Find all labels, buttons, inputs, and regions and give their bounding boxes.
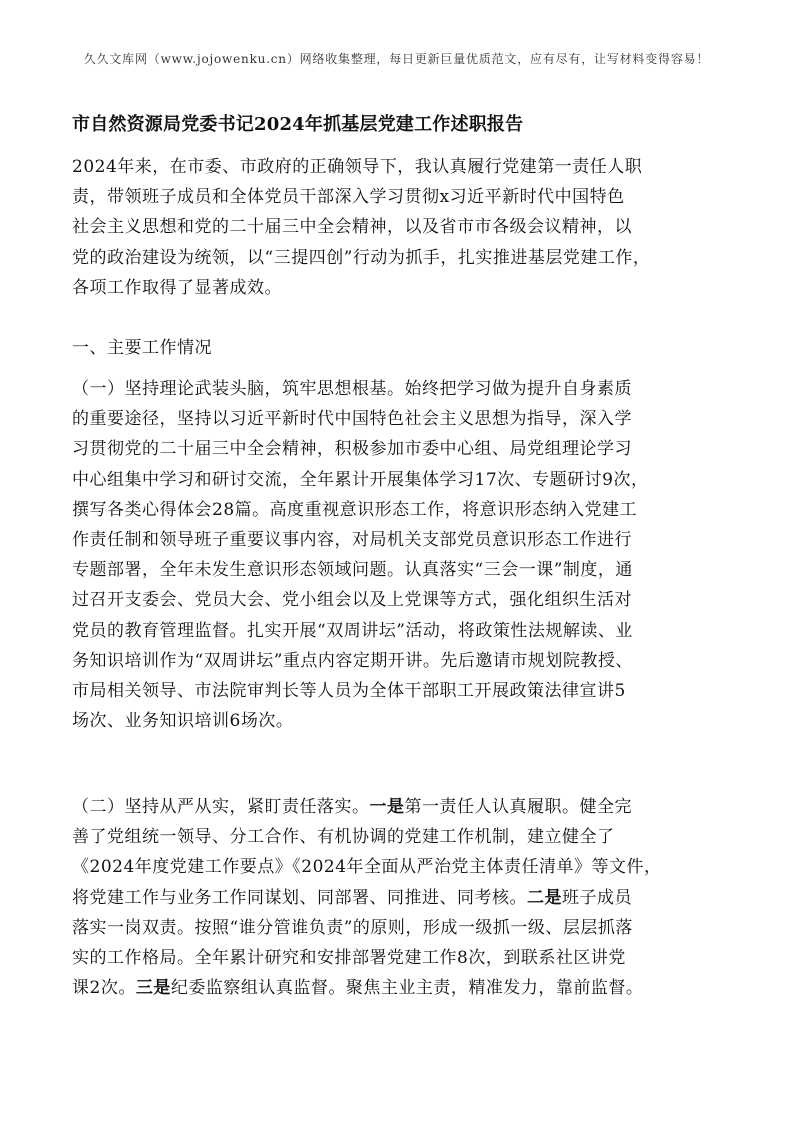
text-run: 纪委监察组认真监督。聚焦主业主责，精准发力，靠前监督。 <box>170 978 644 999</box>
keyword-bold: 二是 <box>527 887 562 908</box>
text-run: 班子成员 <box>562 887 632 908</box>
text-line: 《2024年度党建工作要点》《2024年全面从严治党主体责任清单》等文件， <box>72 857 662 878</box>
text-line <box>72 973 722 1003</box>
document-title: 市自然资源局党委书记2024年抓基层党建工作述职报告 <box>72 114 524 135</box>
text-line: 各项工作取得了显著成效。 <box>72 277 282 298</box>
section-heading-text: 一、主要工作情况 <box>72 338 212 358</box>
section-heading <box>72 333 722 363</box>
text-line: 2024年来，在市委、市政府的正确领导下，我认真履行党建第一责任人职 <box>72 157 643 177</box>
text-run: 第一责任人认真履职。健全完 <box>404 797 632 817</box>
section-part-2 <box>72 792 722 1003</box>
text-line: 撰写各类心得体会28篇。高度重视意识形态工作，将意识形态纳入党建工 <box>72 499 638 520</box>
text-line <box>72 792 722 822</box>
text-line: 市局相关领导、市法院审判长等人员为全体干部职工开展政策法律宣讲5 <box>72 681 626 702</box>
text-line: 习贯彻党的二十届三中全会精神，积极参加市委中心组、局党组理论学习 <box>72 439 632 460</box>
keyword-bold: 一是 <box>369 797 405 817</box>
text-line <box>72 883 722 913</box>
text-line: 责，带领班子成员和全体党员干部深入学习贯彻x习近平新时代中国特色 <box>72 187 625 208</box>
page-header-note: 久久文库网（www.jojowenku.cn）网络收集整理，每日更新巨量优质范文，应有尽有，让写材料变得容易！ <box>83 52 710 66</box>
text-run: 课2次。 <box>72 978 136 999</box>
text-line: 过召开支委会、党员大会、党小组会以及上党课等方式，强化组织生活对 <box>72 590 632 611</box>
section-part-1 <box>72 374 722 736</box>
text-line: 善了党组统一领导、分工合作、有机协调的党建工作机制，建立健全了 <box>72 827 615 848</box>
text-line: 落实一岗双责。按照“谁分管谁负责”的原则，形成一级抓一级、层层抓落 <box>72 917 633 938</box>
text-line: 社会主义思想和党的二十届三中全会精神，以及省市市各级会议精神，以 <box>72 217 632 238</box>
text-run: （二）坚持从严从实，紧盯责任落实。 <box>72 797 370 817</box>
text-line: 实的工作格局。全年累计研究和安排部署党建工作8次，到联系社区讲党 <box>72 948 626 969</box>
text-line: 党员的教育管理监督。扎实开展“双周讲坛”活动，将政策性法规解读、业 <box>72 620 633 641</box>
keyword-bold: 三是 <box>135 978 171 999</box>
text-line: 场次、业务知识培训6场次。 <box>72 711 294 732</box>
text-line: 的重要途径，坚持以习近平新时代中国特色社会主义思想为指导，深入学 <box>72 409 632 430</box>
text-run: 将党建工作与业务工作同谋划、同部署、同推进、同考核。 <box>72 887 527 908</box>
intro-paragraph <box>72 152 722 303</box>
text-line: 中心组集中学习和研讨交流，全年累计开展集体学习17次、专题研讨9次， <box>72 469 649 490</box>
text-line: 务知识培训作为“双周讲坛”重点内容定期开讲。先后邀请市规划院教授、 <box>72 650 633 671</box>
text-line: 党的政治建设为统领，以“三提四创”行动为抓手，扎实推进基层党建工作， <box>72 247 651 268</box>
text-line: （一）坚持理论武装头脑，筑牢思想根基。始终把学习做为提升自身素质 <box>72 379 632 399</box>
text-line: 作责任制和领导班子重要议事内容，对局机关支部党员意识形态工作进行 <box>72 530 632 551</box>
text-line: 专题部署，全年未发生意识形态领域问题。认真落实“三会一课”制度，通 <box>72 560 633 581</box>
